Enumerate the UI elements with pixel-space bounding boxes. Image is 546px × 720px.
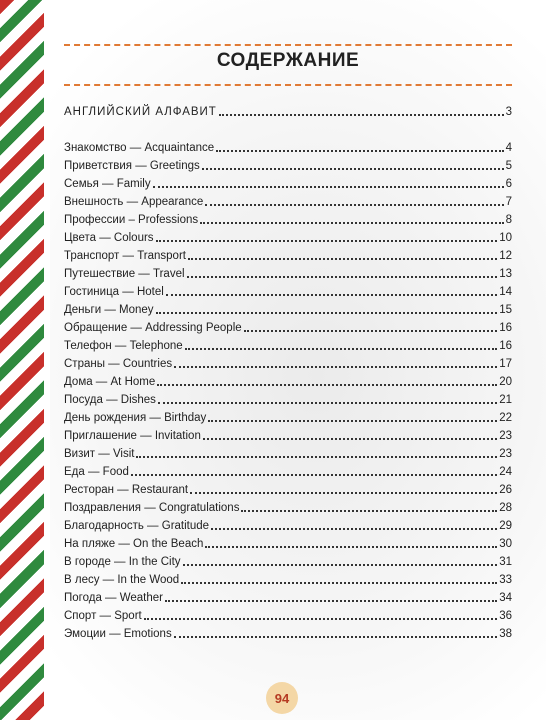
toc-entry-page: 23 [499,448,512,460]
dot-leader [156,239,498,242]
dot-leader [188,257,497,260]
dot-leader [153,185,504,188]
toc-entry [64,266,512,282]
toc-entry [64,194,512,210]
dot-leader [136,455,497,458]
toc-entry [64,140,512,156]
toc-entry-page: 7 [505,196,512,208]
toc-entry-page: 24 [499,466,512,478]
dot-leader [183,563,498,566]
toc-entry [64,554,512,570]
toc-entry-page: 13 [499,268,512,280]
toc-entry [64,482,512,498]
toc-entry-label: Приветствия — Greetings [64,160,200,172]
toc-entry-page: 21 [499,394,512,406]
dot-leader [185,347,498,350]
page-number-badge: 94 [266,682,298,714]
toc-entry-page: 16 [499,322,512,334]
toc-entry-page: 4 [505,142,512,154]
toc-entry [64,374,512,390]
toc-entry [64,572,512,588]
dot-leader [165,599,497,602]
toc-entry-label: Приглашение — Invitation [64,430,201,442]
dot-leader [200,221,503,224]
toc-entry [64,158,512,174]
toc-entry-label: Ресторан — Restaurant [64,484,189,496]
dot-leader [158,401,497,404]
striped-border [0,0,44,720]
toc-entry-page: 16 [499,340,512,352]
toc-section-label: АНГЛИЙСКИЙ АЛФАВИТ [64,106,217,118]
toc-entry [64,302,512,318]
dot-leader [166,293,497,296]
dot-leader [131,473,497,476]
toc-entry-page: 23 [499,430,512,442]
toc-entry-page: 6 [505,178,512,190]
toc-entry-label: Деньги — Money [64,304,154,316]
toc-entry [64,392,512,408]
toc-entry-page: 34 [499,592,512,604]
toc-entry-label: Внешность — Appearance [64,196,204,208]
toc-entry-page: 30 [499,538,512,550]
toc-entry-label: Профессии – Professions [64,214,199,226]
toc-entry-page: 17 [499,358,512,370]
dot-leader [241,509,497,512]
toc-entry-label: Транспорт — Transport [64,250,186,262]
toc-entry [64,176,512,192]
toc-entry-page: 36 [499,610,512,622]
toc-entry [64,518,512,534]
dot-leader [211,527,497,530]
toc-entry [64,464,512,480]
toc-entry-label: Страны — Countries [64,358,173,370]
toc-entry-page: 20 [499,376,512,388]
border-gap [44,0,50,720]
toc-entry-label: Спорт — Sport [64,610,142,622]
title-divider-top [64,44,512,46]
toc-entry-label: Путешествие — Travel [64,268,185,280]
toc-entry-page: 38 [499,628,512,640]
toc-entry [64,320,512,336]
toc-entry [64,590,512,606]
dot-leader [190,491,497,494]
dot-leader [208,419,497,422]
dot-leader [244,329,498,332]
toc-entry-page: 8 [505,214,512,226]
toc-entry-label: Обращение — Addressing People [64,322,242,334]
toc-entry-label: Гостиница — Hotel [64,286,164,298]
toc-entry-label: Дома — At Home [64,376,156,388]
toc-entry-page: 22 [499,412,512,424]
toc-entry-page: 33 [499,574,512,586]
toc-entry [64,428,512,444]
toc-entry [64,410,512,426]
toc-section-row [64,104,512,120]
title-divider-bottom [64,84,512,86]
toc-entry-page: 10 [499,232,512,244]
toc-entry [64,338,512,354]
toc-entry-label: Эмоции — Emotions [64,628,172,640]
dot-leader [187,275,498,278]
toc-entry-label: Семья — Family [64,178,151,190]
toc-entry-label: Знакомство — Acquaintance [64,142,215,154]
dot-leader [174,635,498,638]
toc-entry-label: Поздравления — Congratulations [64,502,240,514]
toc-entry-label: Цвета — Colours [64,232,154,244]
toc-entry [64,356,512,372]
toc-entry-page: 26 [499,484,512,496]
toc-entry-page: 28 [499,502,512,514]
dot-leader [219,113,504,116]
toc-entry-label: Погода — Weather [64,592,163,604]
toc-section-page: 3 [505,106,512,118]
dot-leader [216,149,503,152]
toc-entry-page: 31 [499,556,512,568]
toc-entry-page: 29 [499,520,512,532]
toc-entry [64,230,512,246]
dot-leader [205,545,497,548]
dot-leader [205,203,503,206]
toc-entry-page: 14 [499,286,512,298]
page-title: СОДЕРЖАНИЕ [216,50,360,71]
toc-entry [64,212,512,228]
toc-entry-label: Еда — Food [64,466,129,478]
dot-leader [181,581,497,584]
dot-leader [203,437,497,440]
toc-entry [64,284,512,300]
toc-entry-page: 5 [505,160,512,172]
toc-entry-label: На пляже — On the Beach [64,538,204,550]
toc-entry-label: В лесу — In the Wood [64,574,180,586]
toc-entry [64,446,512,462]
dot-leader [144,617,497,620]
dot-leader [156,311,498,314]
toc-entry-page: 12 [499,250,512,262]
toc-entry [64,248,512,264]
toc-entry-label: Телефон — Telephone [64,340,183,352]
toc-entry-label: День рождения — Birthday [64,412,207,424]
toc-entry [64,536,512,552]
toc-entry-label: Благодарность — Gratitude [64,520,210,532]
dot-leader [174,365,497,368]
toc-entry-label: Посуда — Dishes [64,394,156,406]
toc-entry-label: В городе — In the City [64,556,181,568]
toc-entry [64,500,512,516]
toc-entry-label: Визит — Visit [64,448,135,460]
toc-entry-page: 15 [499,304,512,316]
dot-leader [202,167,504,170]
dot-leader [157,383,497,386]
toc-entry [64,626,512,642]
toc-entry [64,608,512,624]
